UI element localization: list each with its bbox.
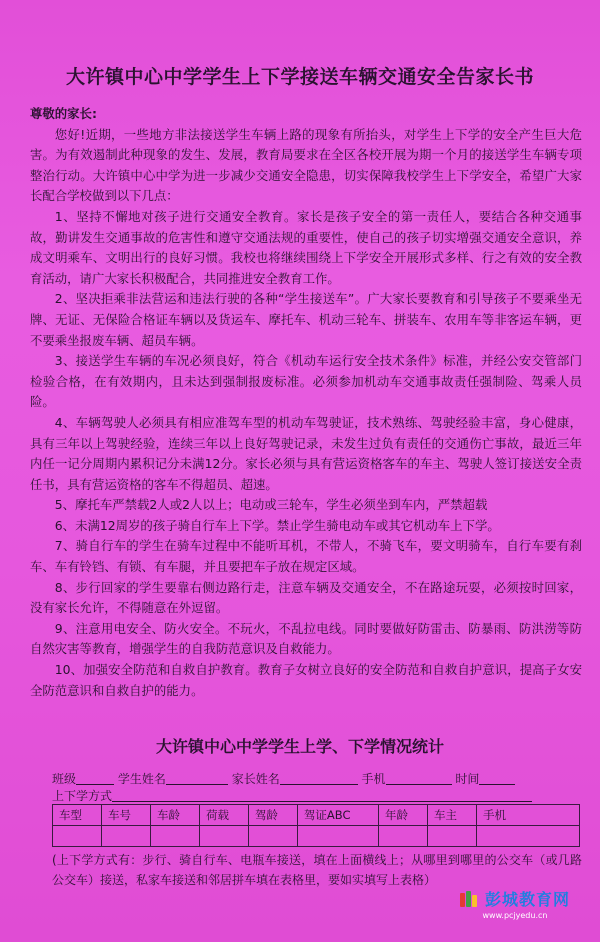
cell-license-class[interactable]	[297, 826, 378, 847]
greeting: 尊敬的家长:	[30, 106, 97, 121]
letter-body	[30, 104, 582, 701]
intro-paragraph: 您好!近期，一些地方非法接送学生车辆上路的现象有所抬头，对学生上下学的安全产生巨大危害。为有效遏制此种现象的发生、发展，教育局要求在全区各校开展为期一个月的接送学生车辆专项整治行动。大许镇中心中学为进一步减少交通安全隐患，切实保障我校学生上下学安全，希望广大家长配合学校做到以下几点：	[30, 126, 582, 204]
header-owner: 车主	[427, 805, 476, 826]
header-load: 荷载	[199, 805, 248, 826]
document-title: 大许镇中心中学学生上下学接送车辆交通安全告家长书	[65, 66, 534, 88]
header-plate-number: 车号	[101, 805, 150, 826]
watermark-url: www.pcjyedu.cn	[482, 911, 548, 920]
item-4: 4、车辆驾驶人必须具有相应准驾车型的机动车驾驶证，技术熟练、驾驶经验丰富，身心健康，具有三年以上驾驶经验，连续三年以上良好驾驶记录，未发生过负有责任的交通伤亡事故，最近三年内任一记分周期内累积记分未满12分。家长必须与具有营运资格客车的车主、驾驶人签订接送安全责任书，具有营运资格的客车不得超员、超速。	[30, 414, 582, 492]
cell-vehicle-type[interactable]	[53, 826, 102, 847]
site-watermark	[460, 887, 570, 920]
table-row[interactable]	[53, 826, 580, 847]
time-label: 时间	[455, 772, 480, 786]
commute-method-blank[interactable]	[112, 789, 532, 802]
phone-blank[interactable]	[386, 772, 452, 785]
time-blank[interactable]	[479, 772, 515, 785]
student-name-label: 学生姓名	[117, 772, 166, 786]
item-1: 1、坚持不懈地对孩子进行交通安全教育。家长是孩子安全的第一责任人，要结合各种交通事故，勤讲发生交通事故的危害性和遵守交通法规的重要性，使自己的孩子切实增强交通安全意识，养成文明乘车、文明出行的良好习惯。我校也将继续围绕上下学安全开展形式多样、行之有效的安全教育活动，请广大家长积极配合，共同推进安全教育工作。	[30, 208, 582, 286]
survey-title: 大许镇中心中学学生上学、下学情况统计	[155, 737, 444, 756]
class-blank[interactable]	[76, 772, 114, 785]
cell-driving-years[interactable]	[248, 826, 297, 847]
header-license-class: 驾证ABC	[297, 805, 378, 826]
header-driving-years: 驾龄	[248, 805, 297, 826]
phone-label: 手机	[361, 772, 386, 786]
survey-info-line	[52, 770, 515, 787]
parent-name-label: 家长姓名	[231, 772, 280, 786]
table-header-row	[53, 805, 580, 826]
cell-plate-number[interactable]	[101, 826, 150, 847]
commute-method-label: 上下学方式	[52, 789, 113, 803]
vehicle-info-table	[52, 804, 580, 847]
header-vehicle-age: 车龄	[150, 805, 199, 826]
parent-name-blank[interactable]	[280, 772, 358, 785]
item-3: 3、接送学生车辆的车况必须良好，符合《机动车运行安全技术条件》标准，并经公安交管部门检验合格，在有效期内，且未达到强制报废标准。必须参加机动车交通事故责任强制险、驾乘人员险。	[30, 353, 582, 410]
item-2: 2、坚决拒乘非法营运和违法行驶的各种“学生接送车”。广大家长要教育和引导孩子不要乘坐无牌、无证、无保险合格证车辆以及货运车、摩托车、机动三轮车、拼装车、农用车等非客运车辆，更不要乘坐报废车辆、超员车辆。	[30, 291, 582, 348]
class-label: 班级	[52, 772, 77, 786]
watermark-site-name: 彭城教育网	[484, 890, 570, 909]
item-8: 8、步行回家的学生要靠右侧边路行走，注意车辆及交通安全，不在路途玩耍，必须按时回家，没有家长允许，不得随意在外逗留。	[30, 579, 582, 616]
cell-load[interactable]	[199, 826, 248, 847]
cell-vehicle-age[interactable]	[150, 826, 199, 847]
cell-phone[interactable]	[477, 826, 580, 847]
commute-method-line	[52, 787, 532, 804]
header-vehicle-type: 车型	[53, 805, 102, 826]
header-driver-age: 年龄	[379, 805, 428, 826]
cell-owner[interactable]	[427, 826, 476, 847]
item-9: 9、注意用电安全、防火安全。不玩火，不乱拉电线。同时要做好防雷击、防暴雨、防洪涝等防自然灾害等教育，增强学生的自我防范意识及自救能力。	[30, 620, 582, 657]
survey-note: (上下学方式有：步行、骑自行车、电瓶车接送，填在上面横线上；从哪里到哪里的公交车（或几路公交车）接送，私家车接送和邻居拼车填在表格里，要如实填写上表格）	[52, 853, 582, 887]
header-phone: 手机	[477, 805, 580, 826]
books-icon	[460, 891, 480, 907]
student-name-blank[interactable]	[166, 772, 228, 785]
item-5: 5、摩托车严禁载2人或2人以上；电动或三轮车，学生必须坐到车内，严禁超载	[54, 497, 488, 513]
item-6: 6、未满12周岁的孩子骑自行车上下学。禁止学生骑电动车或其它机动车上下学。	[54, 517, 500, 533]
cell-driver-age[interactable]	[379, 826, 428, 847]
item-10: 10、加强安全防范和自救自护教育。教育子女树立良好的安全防范和自救自护意识，提高子女安全防范意识和自救自护的能力。	[30, 662, 582, 698]
item-7: 7、骑自行车的学生在骑车过程中不能听耳机，不带人，不骑飞车，要文明骑车，自行车要有刹车、车有铃铛、有锁、有车腿，并且要把车子放在规定区域。	[30, 538, 582, 575]
